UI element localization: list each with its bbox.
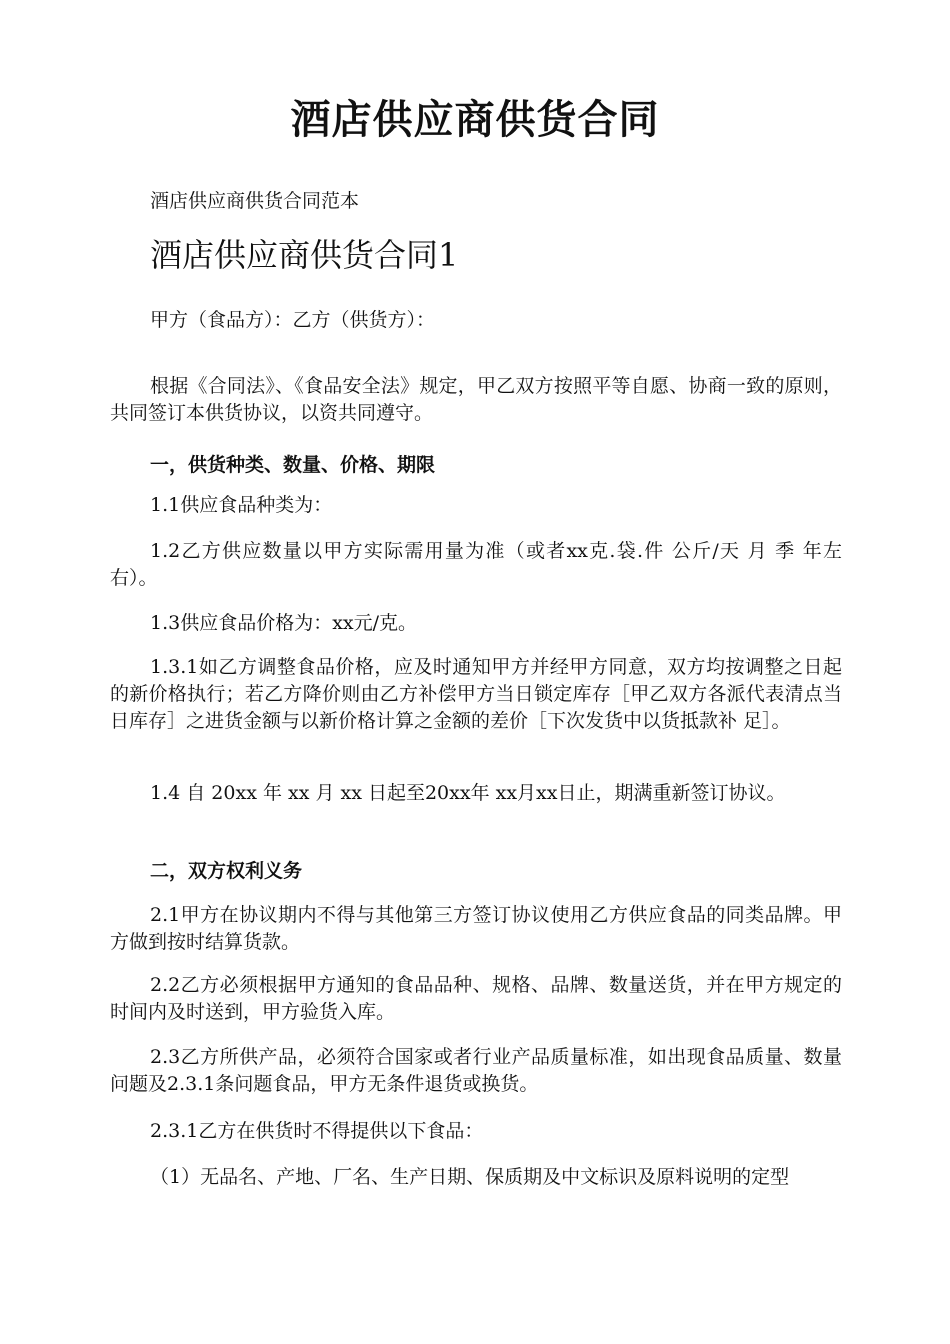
clause-1-3: 1.3供应食品价格为：xx元/克。 (150, 612, 418, 634)
section-2-title: 二，双方权利义务 (150, 860, 303, 882)
clause-1-2: 1.2乙方供应数量以甲方实际需用量为准（或者xx克.袋.件 公斤/天 月 季 年左右）。 (110, 540, 842, 589)
contract-heading: 酒店供应商供货合同1 (150, 236, 459, 274)
intro-paragraph: 根据《合同法》、《食品安全法》规定，甲乙双方按照平等自愿、协商一致的原则，共同签订本供货协议，以资共同遵守。 (110, 375, 842, 424)
clause-2-2: 2.2乙方必须根据甲方通知的食品品种、规格、品牌、数量送货，并在甲方规定的时间内及时送到，甲方验货入库。 (110, 974, 842, 1023)
clause-1-1: 1.1供应食品种类为： (150, 494, 333, 516)
clause-1-4: 1.4 自 20xx 年 xx 月 xx 日起至20xx年 xx月xx日止，期满重新签订协议。 (150, 782, 786, 804)
section-1-title: 一，供货种类、数量、价格、期限 (150, 454, 436, 476)
clause-2-1: 2.1甲方在协议期内不得与其他第三方签订协议使用乙方供应食品的同类品牌。甲方做到按时结算货款。 (110, 904, 842, 953)
parties-line: 甲方（食品方）：乙方（供货方）： (150, 309, 436, 331)
list-item-1: （1）无品名、产地、厂名、生产日期、保质期及中文标识及原料说明的定型 (150, 1166, 790, 1188)
clause-1-3-1: 1.3.1如乙方调整食品价格，应及时通知甲方并经甲方同意，双方均按调整之日起的新价格执行；若乙方降价则由乙方补偿甲方当日锁定库存［甲乙双方各派代表清点当日库存］之进货金额与以新价格计算之金额的差价［下次发货中以货抵款补 足］。 (110, 656, 842, 732)
clause-2-3: 2.3乙方所供产品，必须符合国家或者行业产品质量标准，如出现食品质量、数量问题及2.3.1条问题食品，甲方无条件退货或换货。 (110, 1046, 842, 1095)
document-subtitle: 酒店供应商供货合同范本 (150, 190, 360, 212)
document-title: 酒店供应商供货合同 (290, 96, 660, 143)
clause-2-3-1: 2.3.1乙方在供货时不得提供以下食品： (150, 1120, 484, 1142)
